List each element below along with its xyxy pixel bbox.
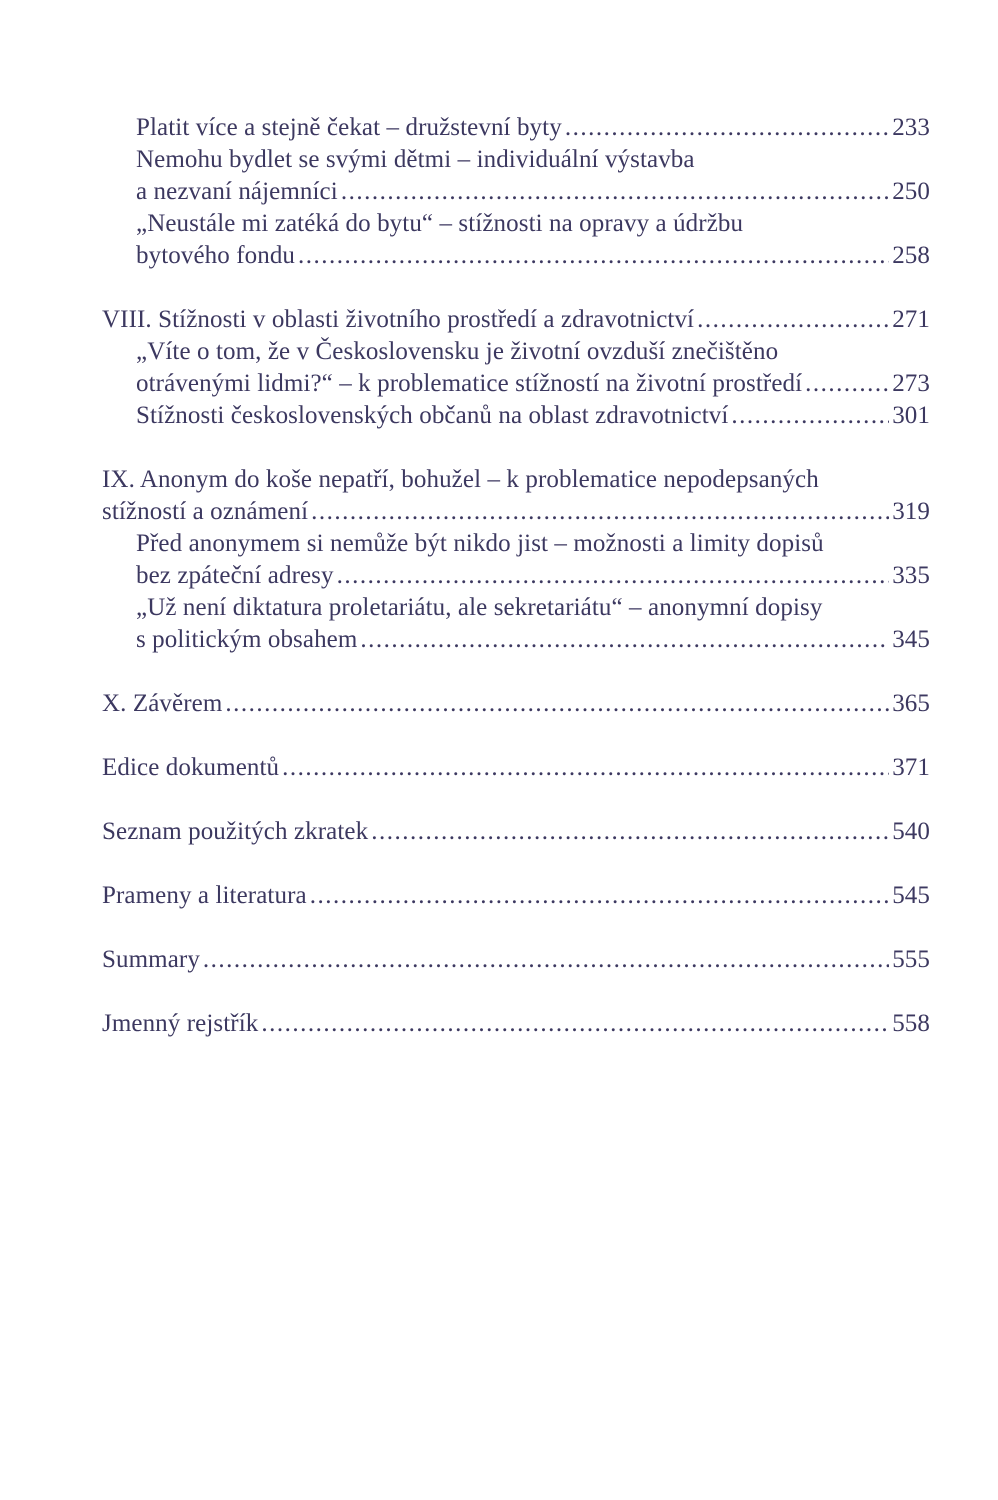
toc-page-number: 258 bbox=[892, 242, 930, 269]
toc-page-number: 545 bbox=[892, 882, 930, 909]
toc-chapter-title: X. Závěrem bbox=[102, 690, 223, 717]
dot-leader bbox=[371, 816, 889, 848]
toc-entry-title: „Víte o tom, že v Československu je životní ovzduší znečištěno bbox=[136, 338, 779, 365]
toc-page-number: 365 bbox=[892, 690, 930, 717]
toc-entry-individualni-vystavba-line1 bbox=[102, 144, 930, 176]
toc-page-number: 540 bbox=[892, 818, 930, 845]
spacer bbox=[102, 784, 930, 816]
toc-entry-title-cont: otrávenými lidmi?“ – k problematice stížností na životní prostředí bbox=[136, 370, 803, 397]
toc-prameny-literatura bbox=[102, 880, 930, 912]
toc-entry-title: Nemohu bydlet se svými dětmi – individuální výstavba bbox=[136, 146, 695, 173]
toc-entry-title-cont: a nezvaní nájemníci bbox=[136, 178, 338, 205]
toc-chapter-title: Summary bbox=[102, 946, 200, 973]
toc-chapter-title: Jmenný rejstřík bbox=[102, 1010, 259, 1037]
dot-leader bbox=[261, 1008, 889, 1040]
dot-leader bbox=[310, 880, 890, 912]
spacer bbox=[102, 656, 930, 688]
spacer bbox=[102, 976, 930, 1008]
toc-jmenny-rejstrik bbox=[102, 1008, 930, 1040]
toc-entry-title: Stížnosti československých občanů na oblast zdravotnictví bbox=[136, 402, 729, 429]
toc-entry-title: „Už není diktatura proletariátu, ale sekretariátu“ – anonymní dopisy bbox=[136, 594, 823, 621]
dot-leader bbox=[203, 944, 889, 976]
toc-entry-title-cont: bytového fondu bbox=[136, 242, 296, 269]
toc-page-number: 345 bbox=[892, 626, 930, 653]
toc-entry-title: Před anonymem si nemůže být nikdo jist – možnosti a limity dopisů bbox=[136, 530, 824, 557]
spacer bbox=[102, 432, 930, 464]
toc-chapter-title: Seznam použitých zkratek bbox=[102, 818, 369, 845]
spacer bbox=[102, 272, 930, 304]
dot-leader bbox=[360, 624, 889, 656]
dot-leader bbox=[805, 368, 889, 400]
toc-page-number: 371 bbox=[892, 754, 930, 781]
dot-leader bbox=[282, 752, 889, 784]
toc-entry-opravy-line1 bbox=[102, 208, 930, 240]
toc-entry-title-cont: s politickým obsahem bbox=[136, 626, 358, 653]
toc-page-number: 273 bbox=[892, 370, 930, 397]
toc-entry-ovzdusi-line1 bbox=[102, 336, 930, 368]
toc-chapter-title: Prameny a literatura bbox=[102, 882, 307, 909]
toc-page-number: 271 bbox=[892, 306, 930, 333]
toc-entry-ovzdusi-line2 bbox=[102, 368, 930, 400]
spacer bbox=[102, 912, 930, 944]
toc-chapter-title: IX. Anonym do koše nepatří, bohužel – k problematice nepodepsaných bbox=[102, 466, 819, 493]
toc-entry-anonymy-line2 bbox=[102, 560, 930, 592]
dot-leader bbox=[311, 496, 889, 528]
toc-edice-dokumentu bbox=[102, 752, 930, 784]
toc-entry-druzstevni-byty bbox=[102, 112, 930, 144]
dot-leader bbox=[731, 400, 889, 432]
toc-summary bbox=[102, 944, 930, 976]
toc-page-number: 233 bbox=[892, 114, 930, 141]
table-of-contents bbox=[102, 112, 930, 1040]
toc-chapter-title: VIII. Stížnosti v oblasti životního prostředí a zdravotnictví bbox=[102, 306, 695, 333]
toc-seznam-zkratek bbox=[102, 816, 930, 848]
toc-entry-title: Platit více a stejně čekat – družstevní byty bbox=[136, 114, 562, 141]
dot-leader bbox=[225, 688, 889, 720]
toc-entry-anonymy-line1 bbox=[102, 528, 930, 560]
dot-leader bbox=[337, 560, 890, 592]
toc-entry-individualni-vystavba-line2 bbox=[102, 176, 930, 208]
toc-page-number: 319 bbox=[892, 498, 930, 525]
toc-page-number: 250 bbox=[892, 178, 930, 205]
toc-page-number: 335 bbox=[892, 562, 930, 589]
dot-leader bbox=[565, 112, 889, 144]
toc-chapter-ix-line2 bbox=[102, 496, 930, 528]
toc-entry-title-cont: bez zpáteční adresy bbox=[136, 562, 334, 589]
dot-leader bbox=[697, 304, 889, 336]
toc-entry-title: „Neustále mi zatéká do bytu“ – stížnosti na opravy a údržbu bbox=[136, 210, 744, 237]
toc-chapter-viii bbox=[102, 304, 930, 336]
toc-chapter-title: Edice dokumentů bbox=[102, 754, 280, 781]
toc-entry-sekretariat-line2 bbox=[102, 624, 930, 656]
toc-chapter-x bbox=[102, 688, 930, 720]
spacer bbox=[102, 720, 930, 752]
spacer bbox=[102, 848, 930, 880]
toc-page-number: 555 bbox=[892, 946, 930, 973]
dot-leader bbox=[298, 240, 889, 272]
dot-leader bbox=[341, 176, 889, 208]
toc-entry-zdravotnictvi bbox=[102, 400, 930, 432]
toc-entry-opravy-line2 bbox=[102, 240, 930, 272]
toc-chapter-title-cont: stížností a oznámení bbox=[102, 498, 309, 525]
toc-page-number: 301 bbox=[892, 402, 930, 429]
toc-page-number: 558 bbox=[892, 1010, 930, 1037]
toc-entry-sekretariat-line1 bbox=[102, 592, 930, 624]
toc-chapter-ix-line1 bbox=[102, 464, 930, 496]
